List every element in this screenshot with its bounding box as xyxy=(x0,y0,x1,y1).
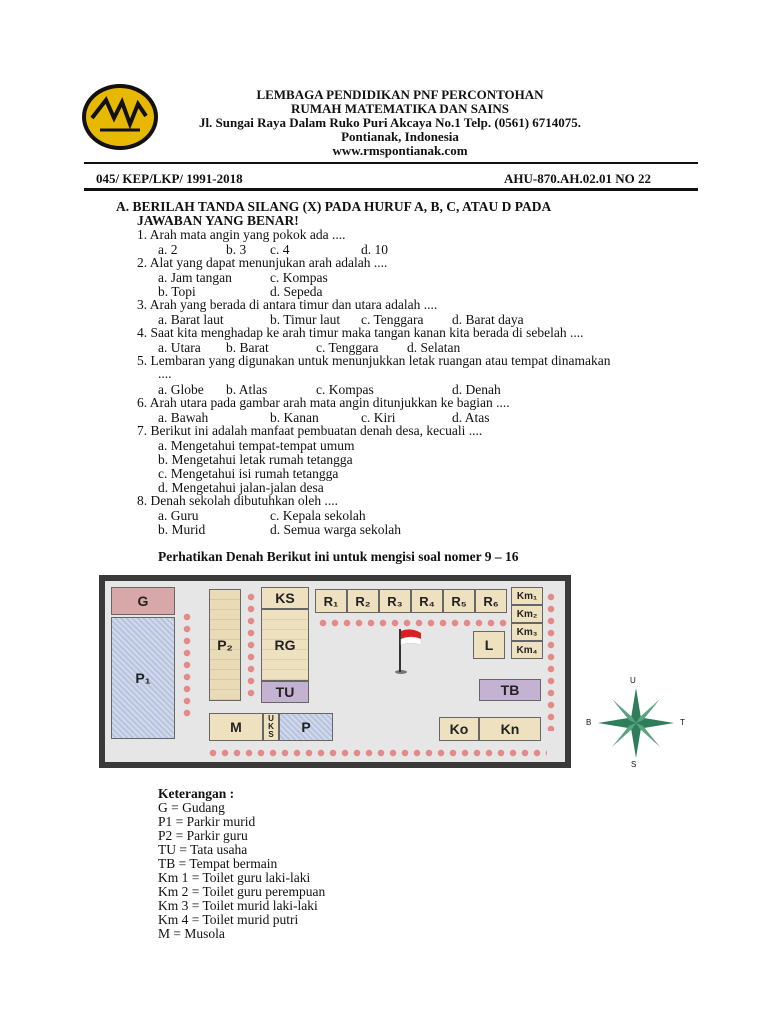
header-website: www.rmspontianak.com xyxy=(332,143,468,158)
q1-option-a[interactable]: a. 2 xyxy=(158,242,178,257)
q7-option-a[interactable]: a. Mengetahui tempat-tempat umum xyxy=(158,438,355,453)
room-label-r4: R₄ xyxy=(419,593,435,609)
room-r1 xyxy=(315,589,347,613)
question-8: 8. Denah sekolah dibutuhkan oleh .... xyxy=(137,493,338,508)
question-5: 5. Lembaran yang digunakan untuk menunjukkan letak ruangan atau tempat dinamakan xyxy=(137,353,611,368)
room-r4 xyxy=(411,589,443,613)
ref-right: AHU-870.AH.02.01 NO 22 xyxy=(504,171,651,186)
room-tu xyxy=(261,681,309,703)
room-km1 xyxy=(511,587,543,605)
compass-east-label: T xyxy=(680,718,685,727)
legend-item-km3: Km 3 = Toilet murid laki-laki xyxy=(158,898,318,913)
legend-item-km4: Km 4 = Toilet murid putri xyxy=(158,912,299,927)
q6-option-a[interactable]: a. Bawah xyxy=(158,410,209,425)
room-r2 xyxy=(347,589,379,613)
question-1: 1. Arah mata angin yang pokok ada .... xyxy=(137,227,346,242)
room-label-tb: TB xyxy=(500,682,520,698)
header-divider-top xyxy=(84,162,698,164)
compass-rose xyxy=(584,676,688,770)
q4-option-c[interactable]: c. Tenggara xyxy=(316,340,379,355)
room-label-l: L xyxy=(484,637,494,653)
ref-left: 045/ KEP/LKP/ 1991-2018 xyxy=(96,171,243,186)
q4-option-d[interactable]: d. Selatan xyxy=(407,340,461,355)
header-line-1: LEMBAGA PENDIDIKAN PNF PERCONTOHAN xyxy=(256,87,544,102)
room-p xyxy=(279,713,333,741)
room-kn xyxy=(479,717,541,741)
room-ko xyxy=(439,717,479,741)
q6-option-c[interactable]: c. Kiri xyxy=(361,410,396,425)
room-musola xyxy=(209,713,263,741)
legend-title: Keterangan : xyxy=(158,786,235,801)
room-label-m: M xyxy=(230,719,242,735)
legend-item-km1: Km 1 = Toilet guru laki-laki xyxy=(158,870,311,885)
q3-option-d[interactable]: d. Barat daya xyxy=(452,312,524,327)
header-line-2: RUMAH MATEMATIKA DAN SAINS xyxy=(291,101,509,116)
q3-option-c[interactable]: c. Tenggara xyxy=(361,312,424,327)
q8-option-b[interactable]: b. Murid xyxy=(158,522,206,537)
room-label-km1: Km₁ xyxy=(516,590,538,602)
room-label-p1: P₁ xyxy=(135,670,151,686)
q7-option-b[interactable]: b. Mengetahui letak rumah tetangga xyxy=(158,452,353,467)
legend-item-p1: P1 = Parkir murid xyxy=(158,814,256,829)
room-r6 xyxy=(475,589,507,613)
room-label-r5: R₅ xyxy=(451,593,467,609)
room-km4 xyxy=(511,641,543,659)
room-rg xyxy=(261,609,309,681)
q6-option-b[interactable]: b. Kanan xyxy=(270,410,319,425)
room-label-kn: Kn xyxy=(500,721,520,737)
flag-icon xyxy=(395,625,425,680)
room-label-r2: R₂ xyxy=(355,593,371,609)
room-uks xyxy=(263,713,279,741)
room-label-ko: Ko xyxy=(449,721,469,737)
room-label-r6: R₆ xyxy=(483,593,499,609)
legend-item-m: M = Musola xyxy=(158,926,225,941)
room-r5 xyxy=(443,589,475,613)
room-l xyxy=(473,631,505,659)
q4-option-a[interactable]: a. Utara xyxy=(158,340,201,355)
q2-option-d[interactable]: d. Sepeda xyxy=(270,284,323,299)
q1-option-d[interactable]: d. 10 xyxy=(361,242,388,257)
room-label-uks: U K S xyxy=(268,714,274,739)
school-floor-plan xyxy=(99,575,571,768)
flower-border-left xyxy=(181,611,193,721)
q6-option-d[interactable]: d. Atas xyxy=(452,410,490,425)
question-7: 7. Berikut ini adalah manfaat pembuatan denah desa, kecuali .... xyxy=(137,423,483,438)
q4-option-b[interactable]: b. Barat xyxy=(226,340,269,355)
map-instruction: Perhatikan Denah Berikut ini untuk mengisi soal nomer 9 – 16 xyxy=(158,549,519,564)
legend-item-g: G = Gudang xyxy=(158,800,225,815)
room-label-r3: R₃ xyxy=(387,593,403,609)
question-6: 6. Arah utara pada gambar arah mata angin ditunjukkan ke bagian .... xyxy=(137,395,510,410)
q5-option-a[interactable]: a. Globe xyxy=(158,382,204,397)
compass-west-label: B xyxy=(586,718,592,727)
q1-option-c[interactable]: c. 4 xyxy=(270,242,290,257)
area-tempat-bermain xyxy=(479,679,541,701)
q5-option-c[interactable]: c. Kompas xyxy=(316,382,374,397)
legend-item-p2: P2 = Parkir guru xyxy=(158,828,248,843)
section-a-title-2: JAWABAN YANG BENAR! xyxy=(137,213,299,228)
legend-item-tb: TB = Tempat bermain xyxy=(158,856,278,871)
question-3: 3. Arah yang berada di antara timur dan utara adalah .... xyxy=(137,297,438,312)
q3-option-b[interactable]: b. Timur laut xyxy=(270,312,341,327)
question-5-continued: .... xyxy=(158,366,172,381)
header-divider-bottom xyxy=(84,188,698,191)
room-label-p2: P₂ xyxy=(217,637,233,653)
area-parkir-guru xyxy=(209,589,241,701)
q8-option-c[interactable]: c. Kepala sekolah xyxy=(270,508,366,523)
compass-north-label: U xyxy=(630,676,636,685)
room-km3 xyxy=(511,623,543,641)
flower-border-right xyxy=(545,591,557,731)
q7-option-c[interactable]: c. Mengetahui isi rumah tetangga xyxy=(158,466,339,481)
room-label-rg: RG xyxy=(274,637,296,653)
question-4: 4. Saat kita menghadap ke arah timur maka tangan kanan kita berada di sebelah .... xyxy=(137,325,584,340)
room-r3 xyxy=(379,589,411,613)
q2-option-a[interactable]: a. Jam tangan xyxy=(158,270,232,285)
q2-option-c[interactable]: c. Kompas xyxy=(270,270,328,285)
compass-icon xyxy=(584,676,688,770)
room-label-g: G xyxy=(137,593,149,609)
q3-option-a[interactable]: a. Barat laut xyxy=(158,312,224,327)
question-2: 2. Alat yang dapat menunjukan arah adalah .... xyxy=(137,255,388,270)
room-label-tu: TU xyxy=(275,684,295,700)
section-a-title: A. BERILAH TANDA SILANG (X) PADA HURUF A, B, C, ATAU D PADA xyxy=(116,199,552,214)
q8-option-d[interactable]: d. Semua warga sekolah xyxy=(270,522,401,537)
q8-option-a[interactable]: a. Guru xyxy=(158,508,199,523)
room-gudang xyxy=(111,587,175,615)
compass-south-label: S xyxy=(631,760,637,769)
q5-option-d[interactable]: d. Denah xyxy=(452,382,501,397)
room-label-km4: Km₄ xyxy=(516,644,538,656)
room-label-ks: KS xyxy=(275,590,295,606)
room-label-r1: R₁ xyxy=(323,593,339,609)
room-label-km2: Km₂ xyxy=(516,608,538,620)
q7-option-d[interactable]: d. Mengetahui jalan-jalan desa xyxy=(158,480,324,495)
q1-option-b[interactable]: b. 3 xyxy=(226,242,247,257)
header-city: Pontianak, Indonesia xyxy=(341,129,459,144)
flower-border-bottom xyxy=(207,747,547,759)
q2-option-b[interactable]: b. Topi xyxy=(158,284,196,299)
q5-option-b[interactable]: b. Atlas xyxy=(226,382,268,397)
legend-item-tu: TU = Tata usaha xyxy=(158,842,248,857)
room-label-p: P xyxy=(301,719,311,735)
area-parkir-murid xyxy=(111,617,175,739)
room-ks xyxy=(261,587,309,609)
flower-border-p2 xyxy=(245,591,257,701)
header-address: Jl. Sungai Raya Dalam Ruko Puri Akcaya No.1 Telp. (0561) 6714075. xyxy=(198,115,582,130)
room-label-km3: Km₃ xyxy=(516,626,538,638)
legend-item-km2: Km 2 = Toilet guru perempuan xyxy=(158,884,326,899)
room-km2 xyxy=(511,605,543,623)
